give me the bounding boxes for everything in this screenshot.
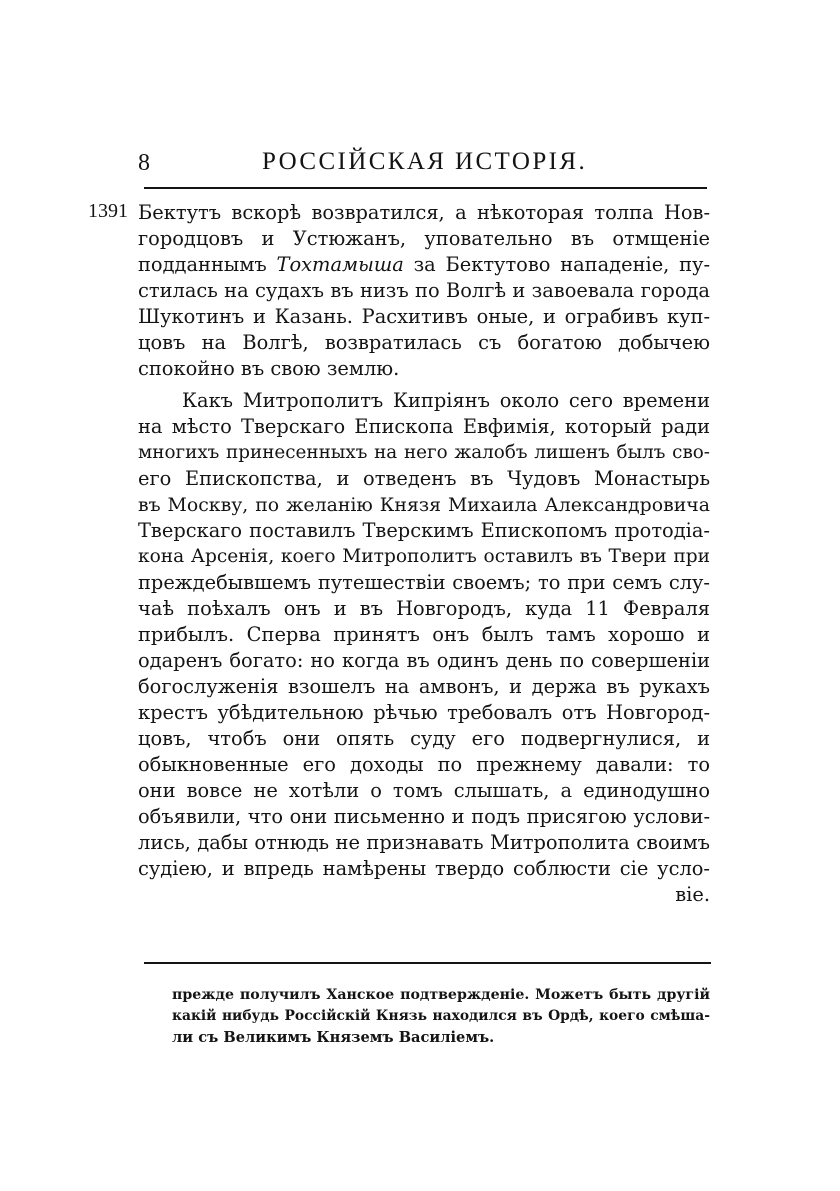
- paragraph-2: [138, 388, 710, 908]
- text-line: преждебывшемъ путешествіи своемъ; то при семъ слу-: [138, 571, 710, 594]
- text-line: [138, 252, 710, 278]
- paragraph-1: [138, 200, 710, 382]
- text-line: богослуженія взошелъ на амвонъ, и держа въ рукахъ: [138, 675, 710, 698]
- text-line: объявили, что они письменно и подъ присягою услови-: [138, 805, 710, 828]
- text-line: судіею, и впредь намѣрены твердо соблюсти сіе усло-: [138, 857, 710, 880]
- text-segment: подданнымъ: [138, 253, 267, 276]
- text-line: Какъ Митрополитъ Кипріянъ около сего времени: [182, 389, 710, 412]
- footnote-line: какій нибудь Россійскій Князь находился въ Ордѣ, коего смѣша-: [172, 1008, 710, 1024]
- text-line: чаѣ поѣхалъ онъ и въ Новгородъ, куда 11 Февраля: [138, 597, 710, 620]
- text-line: Бектутъ вскорѣ возвратился, а нѣкоторая толпа Нов-: [138, 201, 710, 224]
- text-line: Тверскаго поставилъ Тверскимъ Епископомъ протодіа-: [138, 519, 710, 542]
- text-line: крестъ убѣдительною рѣчью требовалъ отъ Новгород-: [138, 701, 710, 724]
- text-line: обыкновенные его доходы по прежнему давали: то: [138, 753, 710, 776]
- footnote-rule: [144, 962, 711, 964]
- text-line: они вовсе не хотѣли о томъ слышать, а единодушно: [138, 779, 710, 802]
- text-line: стилась на судахъ въ низъ по Волгѣ и завоевала города: [138, 279, 710, 302]
- text-line: прибылъ. Сперва принятъ онъ былъ тамъ хорошо и: [138, 623, 710, 646]
- text-line: спокойно въ свою землю.: [138, 357, 400, 380]
- text-line: городцовъ и Устюжанъ, уповательно въ отмщеніе: [138, 227, 710, 250]
- text-line: цовъ на Волгѣ, возвратилась съ богатою добычею: [138, 331, 710, 354]
- header-rule: [144, 187, 707, 189]
- running-head: РОССІЙСКАЯ ИСТОРІЯ.: [262, 148, 588, 175]
- text-line: его Епископства, и отведенъ въ Чудовъ Монастырь: [138, 467, 710, 490]
- text-line: многихъ принесенныхъ на него жалобъ лишенъ былъ сво-: [138, 442, 710, 463]
- footnote: [172, 985, 710, 1048]
- body-text: [138, 200, 710, 908]
- italic-name: Тохтамыша: [276, 253, 404, 276]
- text-line: на мѣсто Тверскаго Епископа Евфимія, который ради: [138, 415, 710, 438]
- text-line: віе.: [675, 883, 710, 906]
- text-line: Шукотинъ и Казань. Расхитивъ оные, и ограбивъ куп-: [138, 305, 710, 328]
- footnote-line: ли съ Великимъ Княземъ Василіемъ.: [172, 1029, 495, 1046]
- text-segment: за Бектутово нападеніе, пу-: [413, 253, 710, 276]
- text-line: въ Москву, по желанію Князя Михаила Александровича: [138, 494, 710, 516]
- page-number: 8: [138, 150, 150, 176]
- text-line: кона Арсенія, коего Митрополитъ оставилъ въ Твери при: [138, 546, 710, 567]
- margin-year: 1391: [88, 200, 128, 222]
- text-line: цовъ, чтобъ они опять суду его подвергнулися, и: [138, 727, 710, 750]
- text-line: одаренъ богато: но когда въ одинъ день по совершеніи: [138, 649, 710, 672]
- footnote-line: прежде получилъ Ханское подтвержденіе. Можетъ быть другій: [172, 987, 710, 1003]
- text-line: лись, дабы отнюдь не признавать Митрополита своимъ: [138, 831, 710, 854]
